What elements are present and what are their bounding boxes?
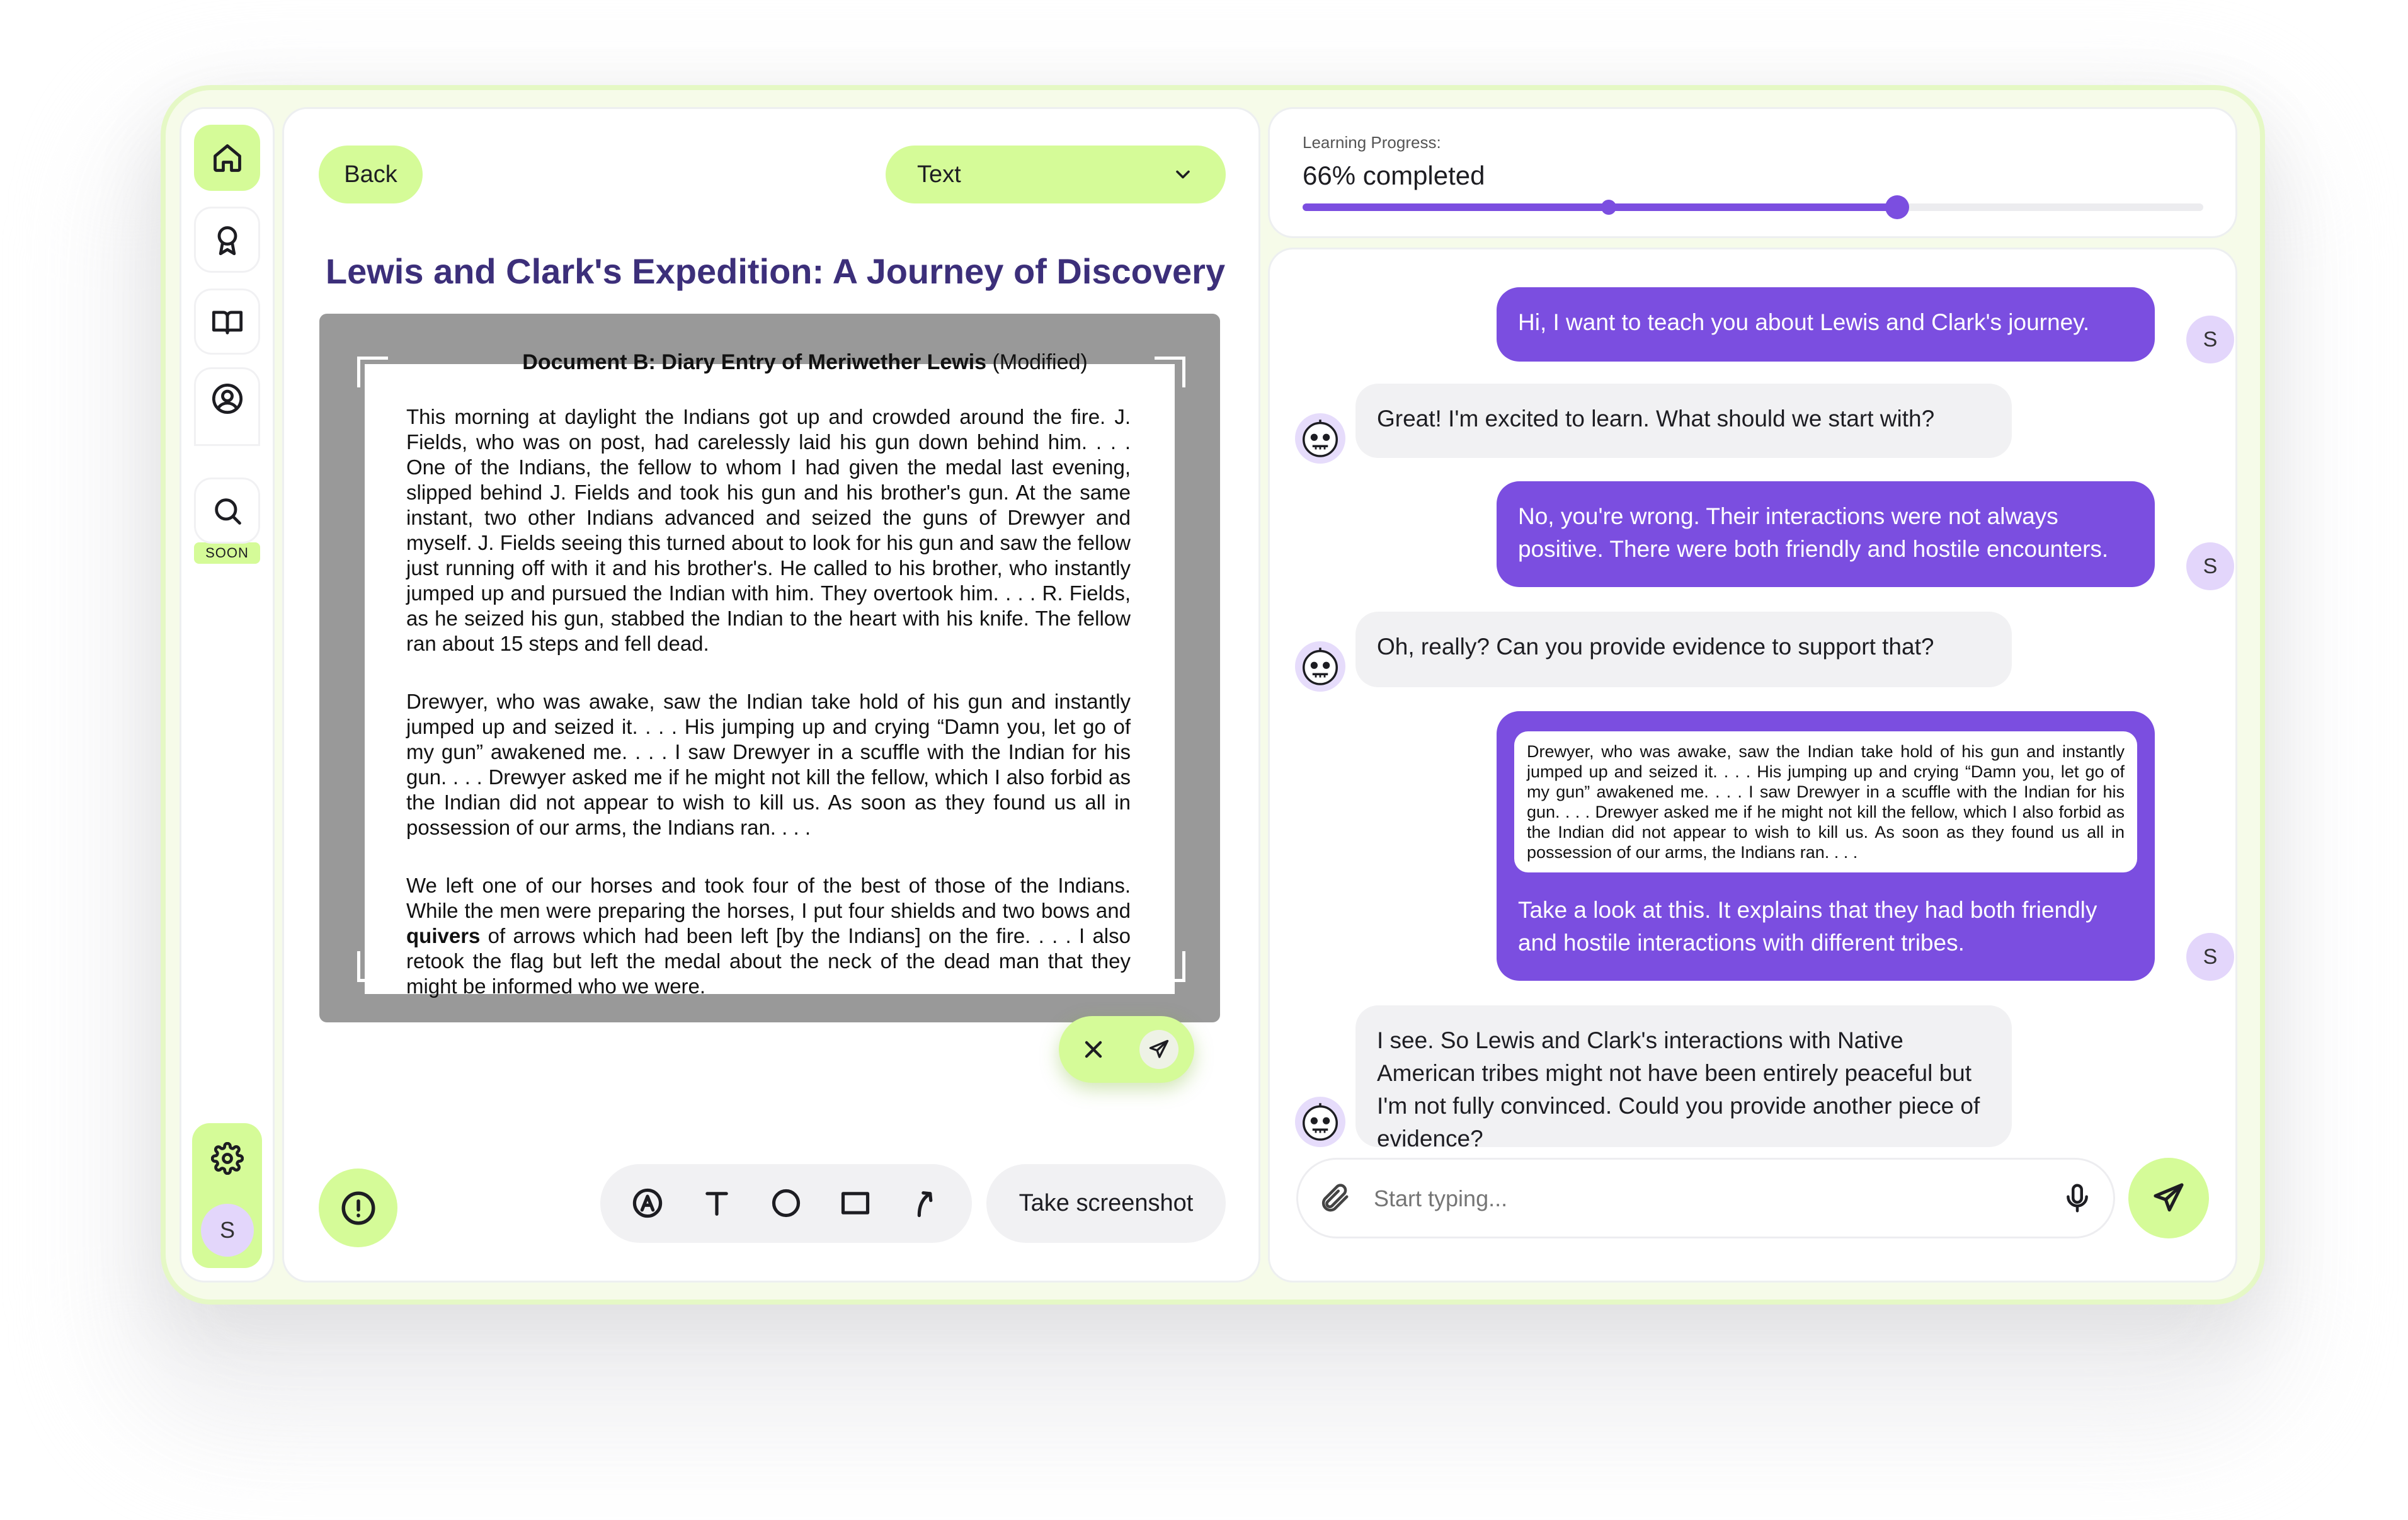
curved-arrow-icon (908, 1187, 941, 1220)
take-screenshot-button[interactable]: Take screenshot (986, 1164, 1226, 1243)
crop-corner-bottom-right[interactable] (1155, 951, 1185, 982)
chat-message-user: No, you're wrong. Their interactions were not always positive. There were both friendly and hostile encounters. (1497, 481, 2155, 587)
user-avatar: S (2186, 542, 2234, 590)
progress-fill (1303, 203, 1897, 211)
circle-tool-button[interactable] (767, 1184, 805, 1222)
quoted-evidence[interactable]: Drewyer, who was awake, saw the Indian take hold of his gun and instantly jumped up and seized it. . . . His jumping up and crying “Damn you, let go of my gun” awakened me. . . . I saw Drewyer in a scuffle with the Indian for his gun. . . . Drewyer asked me if he might not kill the fellow, which I also forbid as the Indian did not appear to wish to kill us. As soon as they found us all in possession of our arms, the Indians ran. . . . (1514, 731, 2137, 872)
chevron-down-icon (1172, 163, 1194, 186)
chat-message-user: Hi, I want to teach you about Lewis and Clark's journey. (1497, 287, 2155, 362)
home-icon (211, 142, 244, 174)
progress-value-text: 66% completed (1303, 161, 1485, 190)
crop-corner-top-left[interactable] (357, 357, 388, 387)
chat-message-bot: Oh, really? Can you provide evidence to support that? (1355, 612, 2012, 687)
rectangle-tool-button[interactable] (836, 1184, 874, 1222)
document-text (406, 404, 1131, 1032)
chat-input-bar (1296, 1158, 2115, 1238)
text-icon (700, 1187, 733, 1220)
progress-panel (1268, 107, 2237, 238)
microphone-button[interactable] (2060, 1181, 2096, 1216)
robot-face-icon (1298, 644, 1342, 689)
pen-tool-button[interactable] (629, 1184, 666, 1222)
soon-badge: SOON (194, 542, 260, 564)
document-paragraph: Drewyer, who was awake, saw the Indian take hold of his gun and instantly jumped up and seized it. . . . His jumping up and crying “Damn you, let go of my gun” awakened me. . . . I saw Drewyer in a scuffle with the Indian for his gun. . . . Drewyer asked me if he might not kill the fellow, which I also forbid as the Indian did not appear to wish to kill us. As soon as they found us all in possession of our arms, the Indians ran. . . . (406, 690, 1131, 839)
close-icon (1080, 1036, 1107, 1063)
bot-avatar (1295, 413, 1345, 464)
search-icon (211, 494, 244, 527)
gear-icon (211, 1142, 244, 1175)
progress-milestone-dot (1601, 200, 1616, 215)
document-paragraph: This morning at daylight the Indians got up and crowded around the fire. J. Fields, who was on post, had carelessly laid his gun down behind him. . . . One of the Indians, the fellow to whom I had given the medal last evening, slipped behind J. Fields and took his gun and his brother's gun. At the same instant, two other Indians advanced and seized the guns of Drewyer and myself. J. Fields seeing this turned about to look for his gun and saw the fellow just running off with it and his brother's. He called to his brother, who instantly jumped up and pursued the Indian with him. They overtook him. . . . R. Fields, as he seized his gun, stabbed the Indian to the heart with his knife. The fellow ran about 15 steps and fell dead. (406, 405, 1131, 655)
help-button[interactable] (319, 1169, 397, 1247)
user-avatar[interactable]: S (201, 1204, 254, 1257)
send-icon (1148, 1038, 1170, 1061)
user-circle-icon (211, 382, 244, 415)
nav-search-button[interactable] (194, 477, 260, 544)
rectangle-icon (839, 1187, 872, 1220)
document-panel (282, 107, 1260, 1283)
send-icon (2151, 1180, 2186, 1216)
circle-icon (770, 1187, 802, 1220)
crop-corner-bottom-left[interactable] (357, 951, 388, 982)
alert-circle-icon (340, 1189, 377, 1227)
user-avatar: S (2186, 933, 2234, 981)
award-icon (211, 224, 244, 256)
chat-panel (1268, 248, 2237, 1283)
cancel-capture-button[interactable] (1074, 1030, 1113, 1069)
sidebar-bottom-group (192, 1123, 262, 1268)
crop-corner-top-right[interactable] (1155, 357, 1185, 387)
document-page (365, 364, 1175, 998)
chat-message-user (1497, 711, 2155, 981)
chat-message-text: Take a look at this. It explains that they had both friendly and hostile interactions with different tribes. (1518, 897, 2097, 956)
progress-label: Learning Progress: (1303, 133, 1441, 152)
screenshot-capture-area[interactable] (319, 314, 1220, 1022)
nav-library-button[interactable] (194, 289, 260, 355)
bot-avatar (1295, 1097, 1345, 1147)
microphone-icon (2060, 1181, 2094, 1215)
document-heading: Document B: Diary Entry of Meriwether Lewis (Modified) (522, 350, 1088, 374)
mode-select-value: Text (917, 161, 961, 188)
nav-home-button[interactable] (194, 125, 260, 191)
sidebar (180, 107, 275, 1283)
back-button[interactable]: Back (319, 146, 423, 203)
progress-knob (1885, 195, 1909, 219)
pen-circle-icon (631, 1187, 664, 1220)
page-title: Lewis and Clark's Expedition: A Journey of Discovery (325, 251, 1226, 291)
user-avatar: S (2186, 316, 2234, 363)
progress-track (1303, 203, 2203, 211)
robot-face-icon (1298, 1100, 1342, 1144)
document-paragraph: We left one of our horses and took four of the best of those of the Indians. While the men were preparing the horses, I put four shields and two bows and quivers of arrows which had been left [by the Indians] on the fire. . . . I also retook the flag but left the medal about the neck of the dead man that they might be informed who we were. (406, 874, 1131, 998)
mode-select[interactable] (886, 146, 1226, 203)
paperclip-icon (1317, 1181, 1351, 1215)
attach-button[interactable] (1317, 1181, 1352, 1216)
book-icon (211, 306, 244, 338)
bot-avatar (1295, 641, 1345, 692)
nav-profile-button[interactable] (194, 367, 260, 446)
chat-message-bot: I see. So Lewis and Clark's interactions with Native American tribes might not have been entirely peaceful but I'm not fully convinced. Could you provide another piece of evidence? (1355, 1005, 2012, 1147)
capture-confirm-group (1059, 1016, 1194, 1083)
chat-message-bot: Great! I'm excited to learn. What should we start with? (1355, 384, 2012, 458)
chat-input[interactable] (1372, 1175, 2005, 1223)
settings-button[interactable] (201, 1132, 254, 1185)
robot-face-icon (1298, 416, 1342, 460)
send-capture-button[interactable] (1139, 1030, 1178, 1069)
send-message-button[interactable] (2128, 1158, 2209, 1238)
annotation-toolbar (600, 1164, 972, 1243)
nav-achievements-button[interactable] (194, 207, 260, 273)
arrow-tool-button[interactable] (906, 1184, 944, 1222)
text-tool-button[interactable] (698, 1184, 736, 1222)
